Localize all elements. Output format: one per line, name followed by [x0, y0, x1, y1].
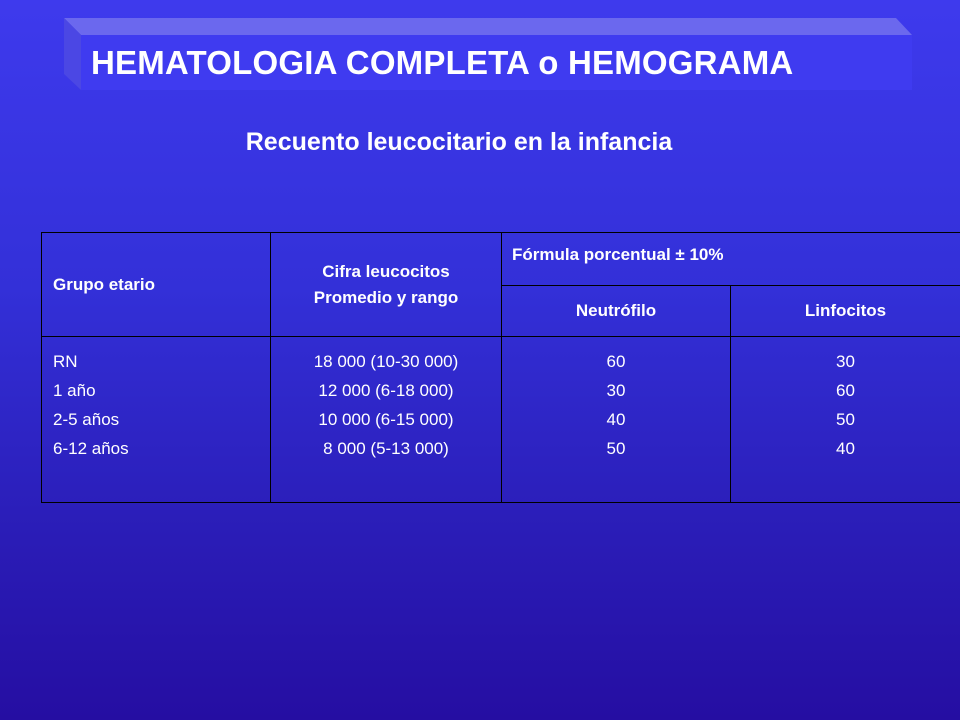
grupo-value: 6-12 años — [53, 439, 129, 458]
neutrofilo-cell — [502, 337, 731, 503]
header-cifra — [271, 233, 502, 337]
header-formula: Fórmula porcentual ± 10% — [502, 233, 960, 286]
banner-face — [81, 35, 912, 90]
grupo-cell — [42, 337, 271, 503]
neutrofilo-value: 30 — [606, 381, 626, 400]
grupo-value: 2-5 años — [53, 410, 120, 429]
linfocitos-value: 40 — [836, 439, 855, 458]
page-title: HEMATOLOGIA COMPLETA o HEMOGRAMA — [91, 43, 794, 81]
neutrofilo-value: 50 — [606, 439, 626, 458]
table-row — [42, 337, 960, 503]
header-neutrofilo: Neutrófilo — [502, 286, 731, 337]
linfocitos-value: 60 — [836, 381, 855, 400]
neutrofilo-value: 60 — [606, 352, 626, 371]
header-cifra-line1: Cifra leucocitos — [322, 261, 450, 281]
neutrofilo-value: 40 — [606, 410, 626, 429]
slide-subtitle: Recuento leucocitario en la infancia — [245, 128, 673, 156]
header-grupo: Grupo etario — [42, 233, 271, 337]
cifra-value: 8 000 (5-13 000) — [323, 439, 449, 458]
grupo-value: 1 año — [53, 381, 96, 400]
cifra-cell — [271, 337, 502, 503]
linfocitos-value: 50 — [836, 410, 855, 429]
cifra-value: 10 000 (6-15 000) — [318, 410, 454, 429]
header-linfocitos: Linfocitos — [731, 286, 960, 337]
cifra-value: 12 000 (6-18 000) — [318, 381, 454, 400]
header-cifra-line2: Promedio y rango — [313, 287, 459, 307]
grupo-value: RN — [53, 352, 78, 371]
banner-top-bevel — [64, 18, 912, 35]
header-row-1 — [42, 233, 960, 286]
linfocitos-cell — [731, 337, 960, 503]
cifra-value: 18 000 (10-30 000) — [313, 352, 459, 371]
title-banner — [64, 18, 912, 90]
leukocyte-table — [41, 232, 960, 503]
linfocitos-value: 30 — [836, 352, 855, 371]
